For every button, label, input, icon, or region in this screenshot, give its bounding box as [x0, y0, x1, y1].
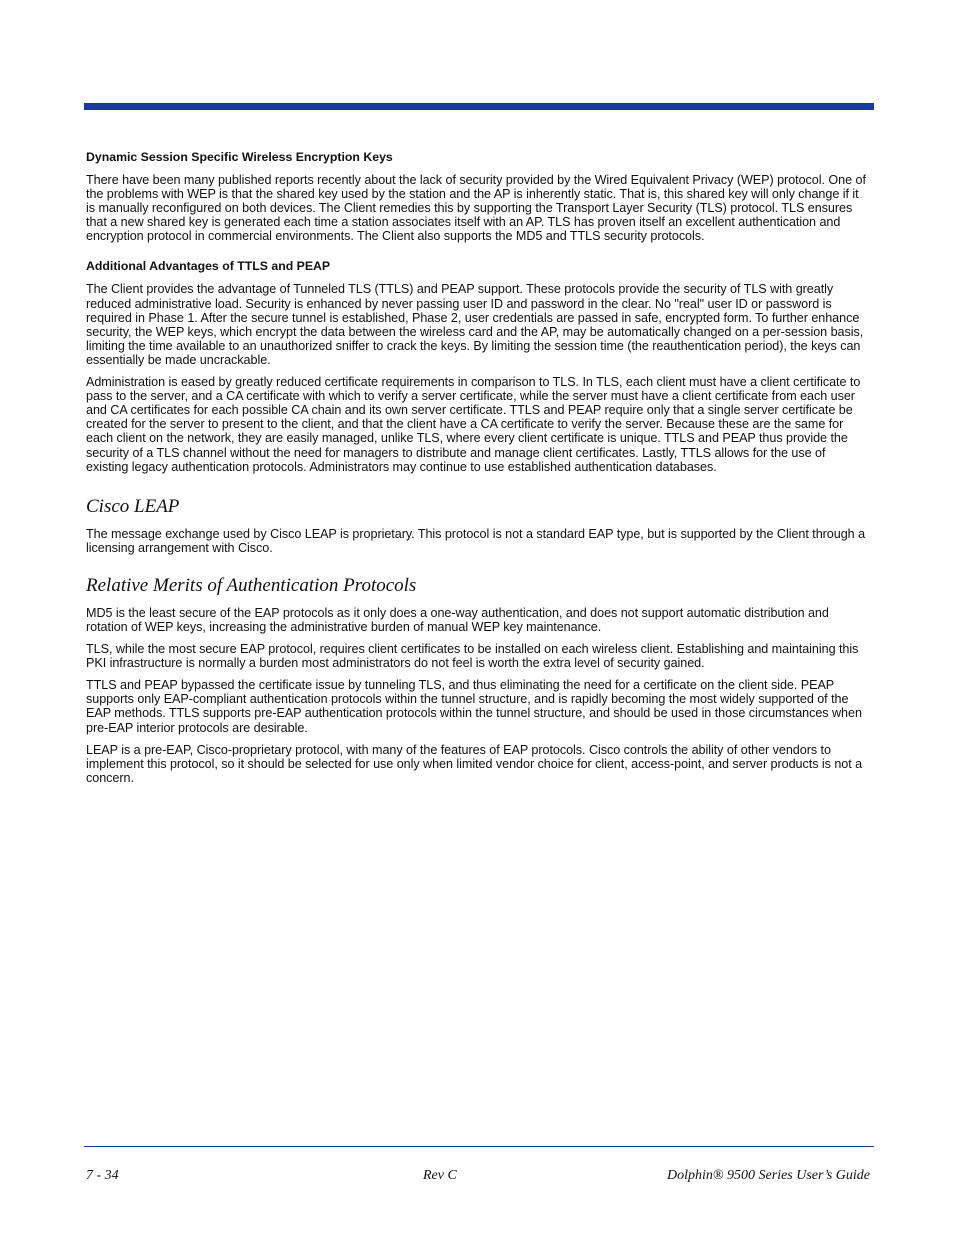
ttls-peap-paragraph-2: Administration is eased by greatly reduced certificate requirements in comparison to TLS. In TLS, each client must have a client certificate to pass to the server, and a CA certificate with which to verify a server certificate, while the server must have a client certificate from each user and CA certificates for each possible CA chain and its own server certificate. TTLS and PEAP require only that a single server certificate be created for the server to present to the client, and that the client have a CA certificate to verify the server. Because these are the same for each client on the network, they are easily managed, unlike TLS, where every client certificate is unique. TTLS and PEAP thus provide the security of a TLS channel without the need for managers to distribute and manage client certificates. Lastly, TTLS allows for the use of existing legacy authentication protocols. Administrators may continue to use established authentication databases. — [86, 375, 861, 474]
relative-merits-paragraph-4: LEAP is a pre-EAP, Cisco-proprietary protocol, with many of the features of EAP protocols. Cisco controls the ability of other vendors to implement this protocol, so it should be selected for use only when limited vendor choice for client, access-point, and server products is not a concern. — [86, 742, 863, 785]
footer-page-number: 7 - 34 — [86, 1168, 119, 1183]
dynamic-keys-paragraph: There have been many published reports recently about the lack of security provided by the Wired Equivalent Privacy (WEP) protocol. One of the problems with WEP is that the shared key used by the station and the AP is inherently static. That is, this shared key will only change if it is manually reconfigured on both devices. The Client remedies this by supporting the Transport Layer Security (TLS) protocol. TLS ensures that a new shared key is generated each time a station associates itself with an AP. TLS has proven itself an excellent authentication and encryption protocol in commercial environments. The Client also supports the MD5 and TTLS security protocols. — [86, 173, 866, 244]
relative-merits-paragraph-1: MD5 is the least secure of the EAP protocols as it only does a one-way authentication, and does not support automatic distribution and rotation of WEP keys, increasing the administrative burden of manual WEP key maintenance. — [86, 605, 829, 634]
cisco-leap-title: Cisco LEAP — [86, 495, 180, 517]
header-rule — [84, 103, 874, 110]
cisco-leap-paragraph: The message exchange used by Cisco LEAP is proprietary. This protocol is not a standard EAP type, but is supported by the Client through a licensing arrangement with Cisco. — [86, 526, 866, 555]
relative-merits-paragraph-3: TTLS and PEAP bypassed the certificate issue by tunneling TLS, and thus eliminating the need for a certificate on the client side. PEAP supports only EAP-compliant authentication protocols within the tunnel structure, and is rapidly becoming the most widely supported of the EAP methods. TTLS supports pre-EAP authentication protocols within the tunnel structure, and should be used in those circumstances when pre-EAP interior protocols are desirable. — [86, 678, 862, 735]
footer-revision: Rev C — [423, 1168, 457, 1183]
relative-merits-paragraph-2: TLS, while the most secure EAP protocol, requires client certificates to be installed on each wireless client. Establishing and maintaining this PKI infrastructure is normally a burden most administrators do not feel is worth the extra level of security gained. — [86, 642, 859, 671]
ttls-peap-paragraph-1: The Client provides the advantage of Tunneled TLS (TTLS) and PEAP support. These protocols provide the security of TLS with greatly reduced administrative load. Security is enhanced by never passing user ID and password in the clear. No "real" user ID or password is required in Phase 1. After the secure tunnel is established, Phase 2, user credentials are passed in safe, encrypted form. To further enhance security, the WEP keys, which encrypt the data between the wireless card and the AP, may be automatically changed on a per-session basis, limiting the time available to an unauthorized sniffer to crack the keys. By limiting the session time (the reauthentication period), the keys can essentially be made uncrackable. — [86, 282, 864, 367]
dynamic-keys-heading: Dynamic Session Specific Wireless Encryption Keys — [86, 150, 393, 164]
page-content — [86, 150, 871, 793]
relative-merits-title: Relative Merits of Authentication Protocols — [86, 574, 417, 596]
footer-rule — [84, 1146, 874, 1147]
ttls-peap-heading: Additional Advantages of TTLS and PEAP — [86, 259, 331, 274]
footer-guide-title: Dolphin® 9500 Series User’s Guide — [667, 1168, 870, 1183]
